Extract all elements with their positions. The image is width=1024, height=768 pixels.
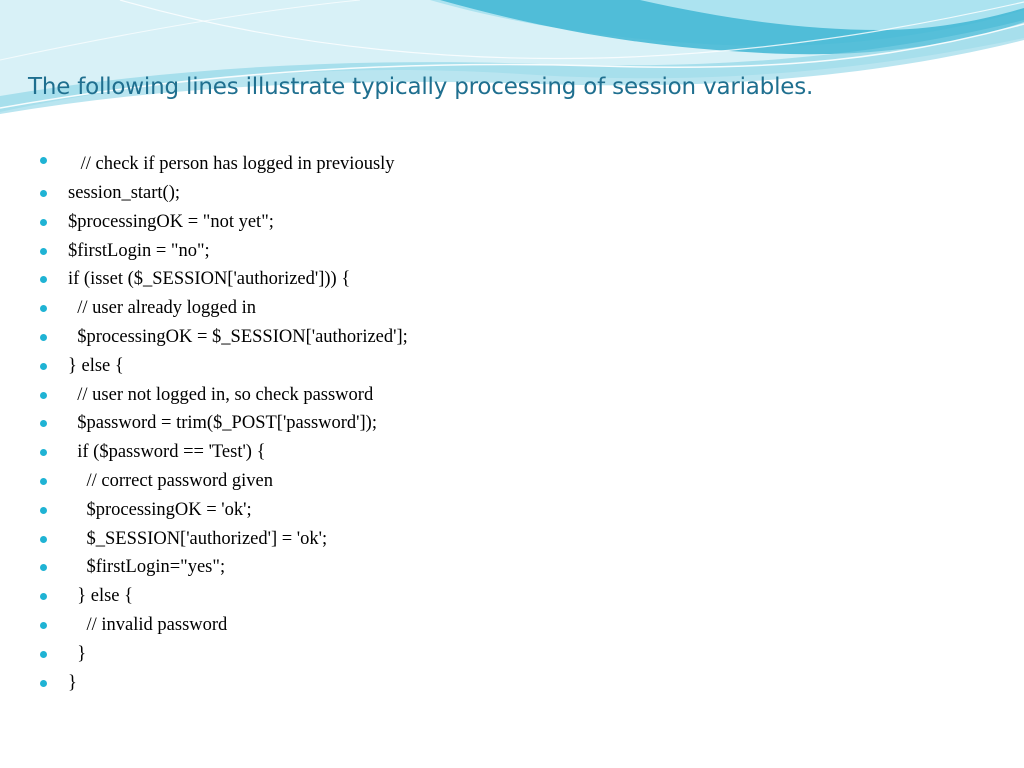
list-item [40,669,940,698]
list-item [40,149,940,179]
list-item-text: } else { [68,586,134,607]
bullet-icon [40,507,47,514]
bullet-icon [40,305,47,312]
bullet-icon [40,449,47,456]
list-item-text: // invalid password [68,614,228,635]
list-item [40,381,940,410]
list-item [40,525,940,554]
list-item [40,352,940,381]
list-item-text: $processingOK = "not yet"; [68,211,274,232]
list-item-text: $password = trim($_POST['password']); [68,413,377,434]
list-item [40,409,940,438]
list-item-text: $firstLogin = "no"; [68,240,210,261]
list-item-text: $processingOK = $_SESSION['authorized']; [68,326,408,347]
bullet-icon [40,564,47,571]
bullet-icon [40,248,47,255]
bullet-icon [40,276,47,283]
code-bullet-list [40,149,940,697]
list-item [40,179,940,208]
bullet-icon [40,157,47,164]
list-item-text: } [68,643,87,664]
list-item [40,294,940,323]
list-item-text: // user already logged in [68,298,257,319]
bullet-icon [40,334,47,341]
list-item [40,323,940,352]
list-item-text: $firstLogin="yes"; [68,557,226,578]
list-item-text: session_start(); [68,183,181,203]
list-item-text: if ($password == 'Test') { [68,442,266,463]
bullet-icon [40,420,47,427]
bullet-icon [40,219,47,226]
list-item-text: } [68,672,77,693]
list-item [40,611,940,640]
bullet-icon [40,593,47,600]
bullet-icon [40,651,47,658]
list-item [40,208,940,237]
bullet-icon [40,392,47,399]
list-item [40,496,940,525]
list-item-text: // check if person has logged in previously [76,154,395,174]
list-item [40,438,940,467]
list-item [40,640,940,669]
bullet-icon [40,190,47,197]
bullet-icon [40,622,47,629]
list-item-text: } else { [68,355,124,376]
header-wave-decoration [0,0,1024,130]
bullet-icon [40,363,47,370]
bullet-icon [40,536,47,543]
slide-title: The following lines illustrate typically processing of session variables. [28,74,814,100]
list-item [40,467,940,496]
bullet-icon [40,680,47,687]
list-item-text: if (isset ($_SESSION['authorized'])) { [68,269,351,290]
list-item-text: // correct password given [68,470,273,491]
list-item-text: $processingOK = 'ok'; [68,499,252,520]
bullet-icon [40,478,47,485]
list-item [40,582,940,611]
list-item [40,237,940,266]
list-item-text: $_SESSION['authorized'] = 'ok'; [68,528,328,549]
list-item [40,265,940,294]
list-item [40,553,940,582]
list-item-text: // user not logged in, so check password [68,384,374,405]
